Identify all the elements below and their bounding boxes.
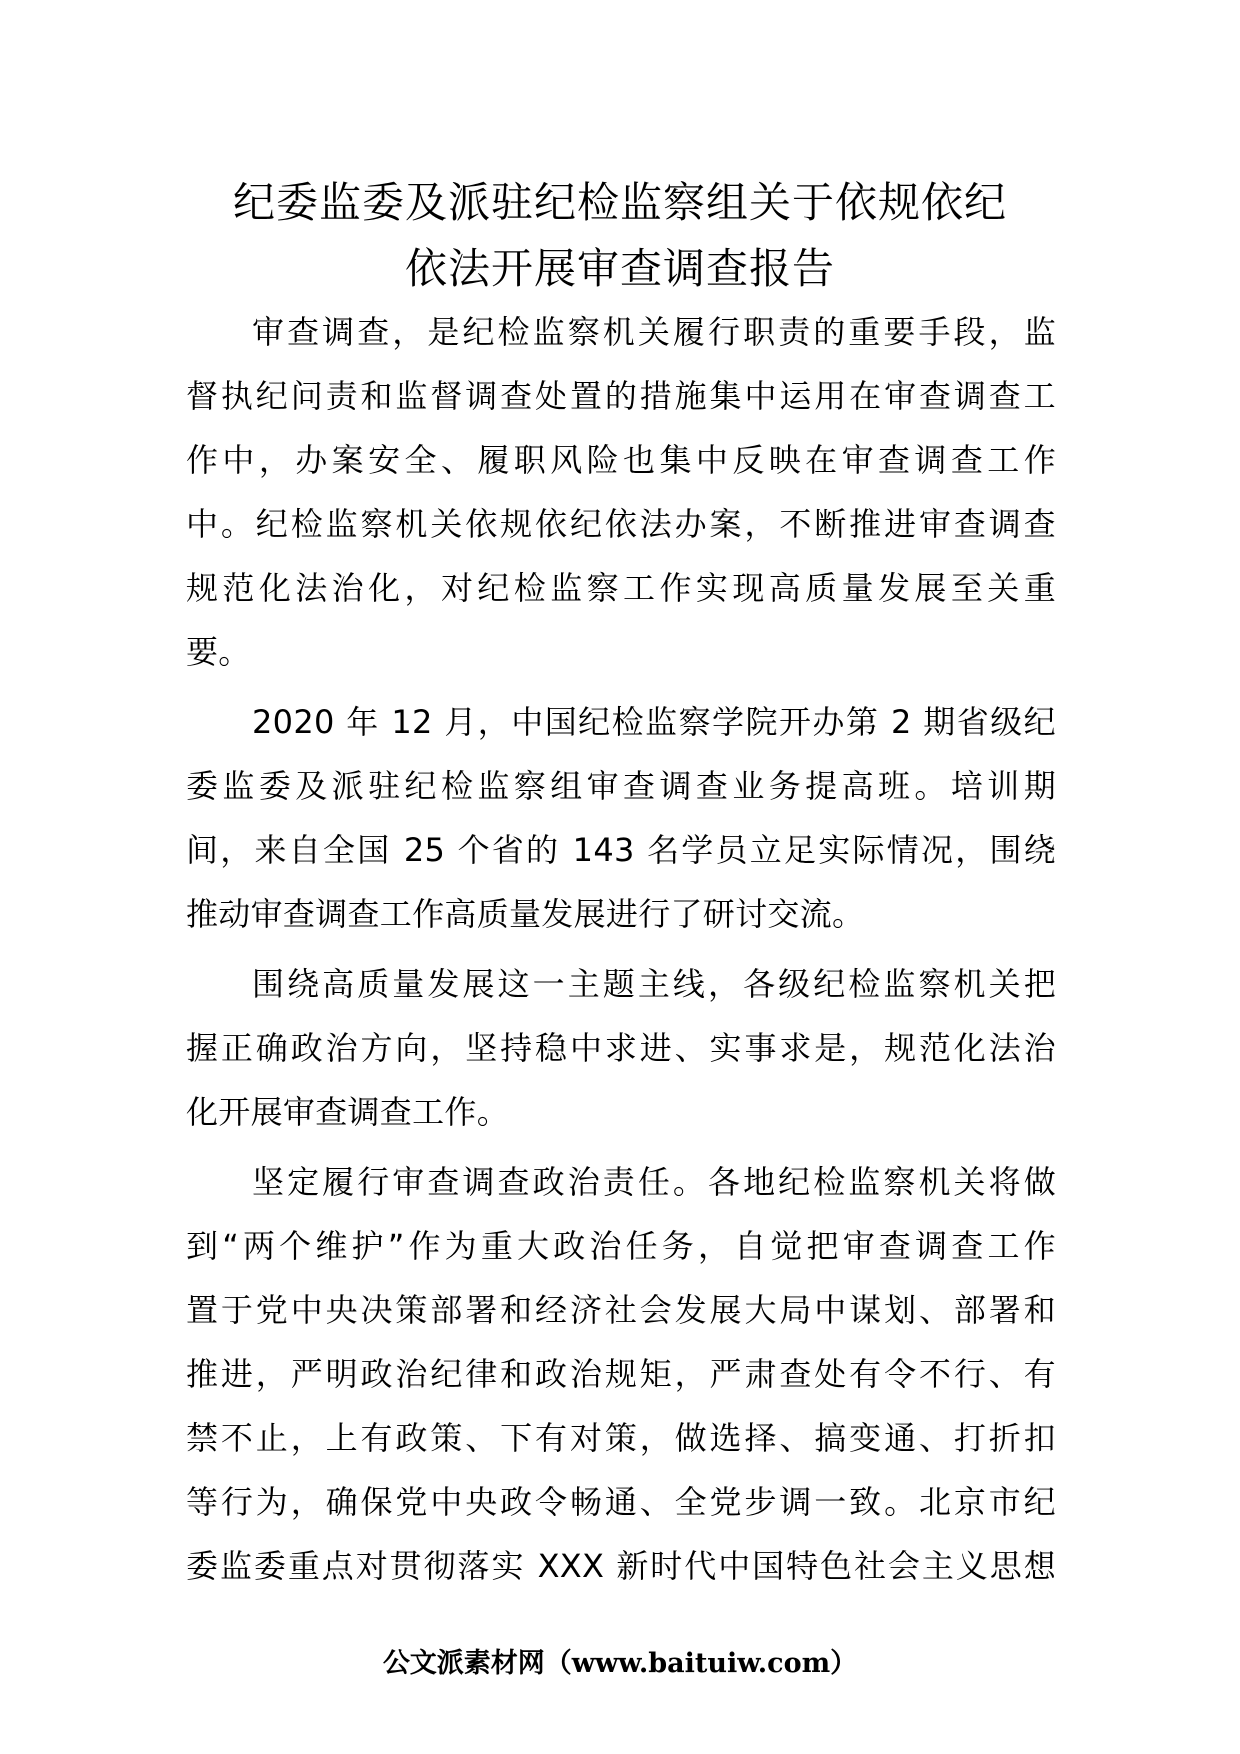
page-footer: 公文派素材网（www.baituiw.com） bbox=[382, 1648, 858, 1679]
text-line: 置于党中央决策部署和经济社会发展大局中谋划、部署和 bbox=[186, 1291, 1056, 1329]
text-line: 委监委及派驻纪检监察组审查调查业务提高班。培训期 bbox=[186, 767, 1056, 805]
text-line: 化开展审查调查工作。 bbox=[186, 1093, 510, 1131]
text-line: 2020 年 12 月，中国纪检监察学院开办第 2 期省级纪 bbox=[252, 703, 1056, 741]
text-line: 握正确政治方向，坚持稳中求进、实事求是，规范化法治 bbox=[186, 1029, 1056, 1067]
text-line: 审查调查，是纪检监察机关履行职责的重要手段，监 bbox=[252, 313, 1056, 351]
text-line: 禁不止，上有政策、下有对策，做选择、搞变通、打折扣 bbox=[186, 1419, 1056, 1457]
text-line: 到“两个维护”作为重大政治任务，自觉把审查调查工作 bbox=[186, 1227, 1056, 1265]
paragraph-4 bbox=[186, 1150, 1056, 1598]
paragraph-1 bbox=[186, 300, 1056, 684]
text-line: 中。纪检监察机关依规依纪依法办案，不断推进审查调查 bbox=[186, 505, 1056, 543]
text-line: 作中，办案安全、履职风险也集中反映在审查调查工作 bbox=[186, 441, 1056, 479]
text-line: 督执纪问责和监督调查处置的措施集中运用在审查调查工 bbox=[186, 377, 1056, 415]
text-line: 间，来自全国 25 个省的 143 名学员立足实际情况，围绕 bbox=[186, 831, 1056, 869]
text-line: 要。 bbox=[186, 633, 251, 671]
paragraph-3 bbox=[186, 952, 1056, 1144]
document-title-line-1: 纪委监委及派驻纪检监察组关于依规依纪 bbox=[232, 178, 1007, 227]
paragraph-2 bbox=[186, 690, 1056, 946]
text-line: 推动审查调查工作高质量发展进行了研讨交流。 bbox=[186, 895, 865, 933]
text-line: 等行为，确保党中央政令畅通、全党步调一致。北京市纪 bbox=[186, 1483, 1056, 1521]
document-title-line-2: 依法开展审查调查报告 bbox=[404, 244, 835, 293]
document-body bbox=[186, 300, 1056, 1604]
text-line: 规范化法治化，对纪检监察工作实现高质量发展至关重 bbox=[186, 569, 1056, 607]
text-line: 围绕高质量发展这一主题主线，各级纪检监察机关把 bbox=[252, 965, 1056, 1003]
text-line: 推进，严明政治纪律和政治规矩，严肃查处有令不行、有 bbox=[186, 1355, 1056, 1393]
text-line: 委监委重点对贯彻落实 XXX 新时代中国特色社会主义思想 bbox=[186, 1547, 1056, 1585]
text-line: 坚定履行审查调查政治责任。各地纪检监察机关将做 bbox=[252, 1163, 1056, 1201]
